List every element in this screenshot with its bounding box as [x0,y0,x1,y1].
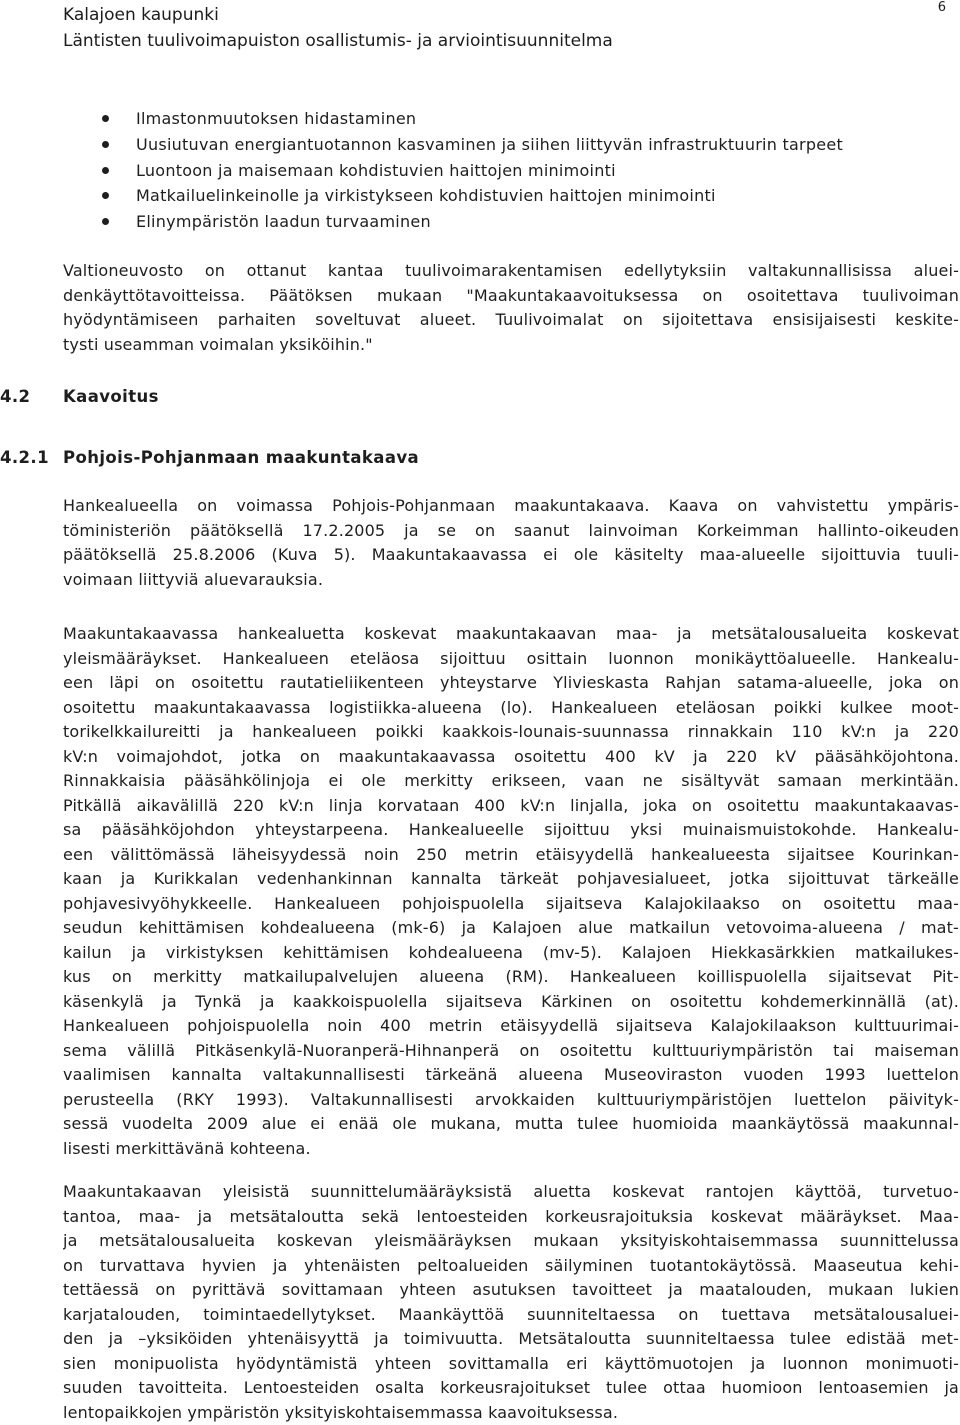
section-title: Pohjois-Pohjanmaan maakuntakaava [63,448,419,467]
text-line: päätöksellä 25.8.2006 (Kuva 5). Maakuntakaavassa ei ole käsitelty maa-alueelle sijoittuvia tuuli- [63,543,959,568]
bullet-icon [102,218,109,225]
page-number: 6 [938,0,946,15]
text-line: torikelkkailureitti ja hankealueen poikki kaakkois-lounais-suunnassa rinnakkain 110 kV:n ja 220 [63,720,959,745]
text-line: sessä vuodelta 2009 alue ei enää ole mukana, mutta tulee huomioida maankäytössä maakunnal- [63,1112,959,1137]
text-line: Maakuntakaavassa hankealuetta koskevat maakuntakaavan maa- ja metsätalousalueita koskevat [63,622,959,647]
text-line: vaalimisen kannalta valtakunnallisesti tärkeänä alueena Museoviraston vuoden 1993 luettelon [63,1063,959,1088]
text-line: tantoa, maa- ja metsätaloutta sekä lentoesteiden korkeusrajoituksia koskevat määräykset. Maa- [63,1205,959,1230]
text-line: kV:n voimajohdot, jotka on maakuntakaavassa osoitettu 400 kV ja 220 kV pääsähköjohtona. [63,745,959,770]
text-line: töministeriön päätöksellä 17.2.2005 ja se on saanut lainvoiman Korkeimman hallinto-oikeuden [63,519,959,544]
text-line: sien monipuolista hyödyntämistä yhteen sovittamalla eri käyttömuotojen ja luonnon monimuoti- [63,1352,959,1377]
paragraph-suunnittelumaaraykset [63,1180,959,1425]
paragraph-yleismaaraykset [63,622,959,1161]
list-item: Ilmastonmuutoksen hidastaminen [0,106,843,132]
text-line: Hankealueen pohjoispuolella noin 400 metrin etäisyydellä sijaitseva Kalajokilaakson kulttuurimai- [63,1014,959,1039]
text-line: voimaan liittyviä aluevarauksia. [63,568,959,593]
bullet-icon [102,192,109,199]
text-line: osoitettu maakuntakaavassa logistiikka-alueena (lo). Hankealueen eteläosan poikki kulkee moot- [63,696,959,721]
text-line: on turvattava hyvien ja yhtenäisten peltoalueiden säilyminen tuotantokäytössä. Maaseutua kehi- [63,1254,959,1279]
list-item: Luontoon ja maisemaan kohdistuvien haittojen minimointi [0,158,843,184]
text-line: een välittömässä läheisyydessä noin 250 metrin etäisyydellä hankealueesta sijaitsee Kourinkan- [63,843,959,868]
section-title: Kaavoitus [63,387,159,406]
page-header [63,2,613,54]
text-line: Rinnakkaisia pääsähkölinjoja ei ole merkitty erikseen, vaan ne sisältyvät samaan merkintään. [63,769,959,794]
text-line: käsenkylä ja Tynkä ja kaakkoispuolella sijaitseva Kärkinen on osoitettu kohdemerkinnällä (at). [63,990,959,1015]
text-line: Valtioneuvosto on ottanut kantaa tuulivoimarakentamisen edellytyksiin valtakunnallisissa aluei- [63,259,959,284]
bullet-icon [102,167,109,174]
text-line: pohjavesivyöhykkeelle. Hankealueen pohjoispuolella sijaitseva Kalajokilaakso on osoitettu maa- [63,892,959,917]
bullet-icon [102,115,109,122]
text-line: kus on merkitty matkailupalvelujen alueena (RM). Hankealueen koillispuolella sijaitsevat Pit- [63,965,959,990]
text-line: suuden tavoitteita. Lentoesteiden osalta korkeusrajoitukset tulee ottaa huomioon lentoasemien ja [63,1376,959,1401]
text-line: sa pääsähköjohdon yhteystarpeena. Hankealueelle sijoittuu yksi muinaismuistokohde. Hankealu- [63,818,959,843]
text-line: kaan ja Kurikkalan vedenhankinnan kannalta tärkeät pohjavesialueet, jotka sijoittuvat tärkeälle [63,867,959,892]
list-item: Elinympäristön laadun turvaaminen [0,209,843,235]
text-line: denkäyttötavoitteissa. Päätöksen mukaan "Maakuntakaavoituksessa on osoitettava tuulivoiman [63,284,959,309]
text-line: ja metsätalousalueita koskevan yleismääräyksen mukaan yksityiskohtaisemmassa suunnittelussa [63,1229,959,1254]
header-document-title: Läntisten tuulivoimapuiston osallistumis- ja arviointisuunnitelma [63,28,613,54]
text-line: kailun ja virkistyksen kehittämisen kohdealueena (mv-5). Kalajoen Hiekkasärkkien matkailukes- [63,941,959,966]
text-line: tysti useamman voimalan yksiköihin." [63,333,959,358]
section-number: 4.2.1 [0,448,49,467]
bullet-icon [102,141,109,148]
list-item: Uusiutuvan energiantuotannon kasvaminen ja siihen liittyvän infrastruktuurin tarpeet [0,132,843,158]
text-line: perusteella (RKY 1993). Valtakunnallisesti arvokkaiden kulttuuriympäristöjen luettelon päivityk- [63,1088,959,1113]
text-line: karjatalouden, toimintaedellytykset. Maankäyttöä suunniteltaessa on tuettava metsätalousaluei- [63,1303,959,1328]
text-line: Maakuntakaavan yleisistä suunnittelumääräyksistä aluetta koskevat rantojen käyttöä, turvetuo- [63,1180,959,1205]
list-item: Matkailuelinkeinolle ja virkistykseen kohdistuvien haittojen minimointi [0,183,843,209]
text-line: sema välillä Pitkäsenkylä-Nuoranperä-Hihnanperä on osoitettu kulttuuriympäristön tai maiseman [63,1039,959,1064]
section-number: 4.2 [0,387,30,406]
text-line: yleismääräykset. Hankealueen eteläosa sijoittuu osittain luonnon monikäyttöalueelle. Hankealu- [63,647,959,672]
text-line: lisesti merkittävänä kohteena. [63,1137,959,1162]
paragraph-hankealue [63,494,959,592]
header-organization: Kalajoen kaupunki [63,2,613,28]
text-line: lentopaikkojen ympäristön yksityiskohtaisemmassa kaavoituksessa. [63,1401,959,1425]
text-line: Hankealueella on voimassa Pohjois-Pohjanmaan maakuntakaava. Kaava on vahvistettu ympäris- [63,494,959,519]
text-line: tettäessä on pyrittävä sovittamaan yhteen asutuksen tavoitteet ja maatalouden, mukaan lukien [63,1278,959,1303]
text-line: den ja –yksiköiden yhtenäisyyttä ja toimivuutta. Metsätaloutta suunniteltaessa tulee edistää met- [63,1327,959,1352]
paragraph-valtioneuvosto [63,259,959,357]
text-line: seudun kehittämisen kohdealueena (mk-6) ja Kalajoen alue matkailun vetovoima-alueena / mat- [63,916,959,941]
text-line: een läpi on osoitettu rautatieliikenteen yhteystarve Ylivieskasta Rahjan satama-alueelle, joka on [63,671,959,696]
text-line: hyödyntämiseen parhaiten soveltuvat alueet. Tuulivoimalat on sijoitettava ensisijaisesti keskite- [63,308,959,333]
text-line: Pitkällä aikavälillä 220 kV:n linja korvataan 400 kV:n linjalla, joka on osoitettu maakuntakaavas- [63,794,959,819]
objectives-bullet-list [0,106,843,235]
